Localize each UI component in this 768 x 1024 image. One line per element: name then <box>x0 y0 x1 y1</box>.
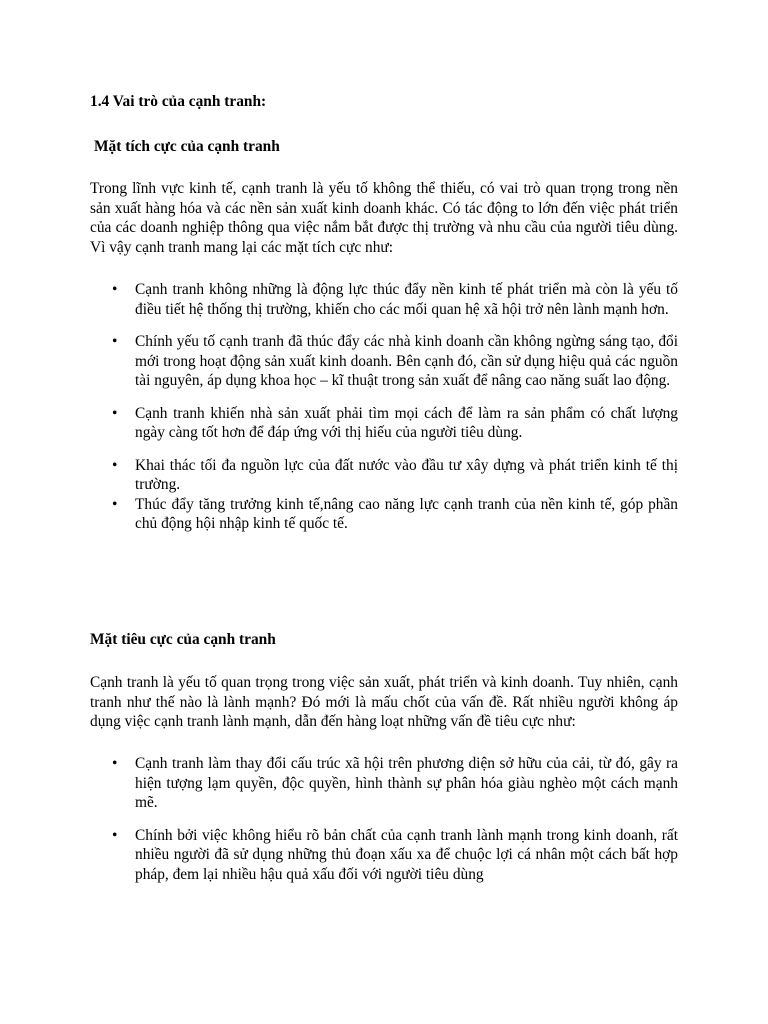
positive-heading: Mặt tích cực của cạnh tranh <box>94 138 280 155</box>
negative-bullet-list <box>90 754 678 884</box>
list-item-text: Cạnh tranh làm thay đổi cấu trúc xã hội trên phương diện sở hữu của cải, từ đó, gây ra hiện tượng lạm quyền, độc quyền, hình thành sự phân hóa giàu nghèo một cách mạnh mẽ. <box>135 755 678 811</box>
positive-bullet-list <box>90 280 678 534</box>
list-item <box>90 404 678 443</box>
list-item <box>90 826 678 885</box>
list-item <box>90 456 678 495</box>
list-item <box>90 495 678 534</box>
list-item-text: Chính yếu tố cạnh tranh đã thúc đẩy các nhà kinh doanh cần không ngừng sáng tạo, đổi mới trong hoạt động sản xuất kinh doanh. Bên cạnh đó, cần sử dụng hiệu quả các nguồn tài nguyên, áp dụng khoa học – kĩ thuật trong sản xuất để nâng cao năng suất lao động. <box>135 333 678 389</box>
negative-intro-paragraph: Cạnh tranh là yếu tố quan trọng trong việc sản xuất, phát triển và kinh doanh. Tuy nhiên, cạnh tranh như thế nào là lành mạnh? Đó mới là mấu chốt của vấn đề. Rất nhiều người không áp dụng việc cạnh tranh lành mạnh, dẫn đến hàng loạt những vấn đề tiêu cực như: <box>90 674 678 730</box>
bullet-icon: • <box>112 404 118 422</box>
bullet-icon: • <box>112 755 118 772</box>
list-item-text: Cạnh tranh khiến nhà sản xuất phải tìm mọi cách để làm ra sản phẩm có chất lượng ngày càng tốt hơn để đáp ứng với thị hiếu của người tiêu dùng. <box>135 404 678 441</box>
list-item <box>90 332 678 391</box>
list-item-text: Thúc đẩy tăng trưởng kinh tế,nâng cao năng lực cạnh tranh của nền kinh tế, góp phần chủ động hội nhập kinh tế quốc tế. <box>135 495 678 532</box>
list-item-text: Khai thác tối đa nguồn lực của đất nước vào đầu tư xây dựng và phát triển kinh tế thị trường. <box>135 456 678 493</box>
negative-heading: Mặt tiêu cực của cạnh tranh <box>90 631 276 648</box>
positive-intro-paragraph: Trong lĩnh vực kinh tế, cạnh tranh là yếu tố không thể thiếu, có vai trò quan trọng trong nền sản xuất hàng hóa và các nền sản xuất kinh doanh khác. Có tác động to lớn đến việc phát triển của các doanh nghiệp thông qua việc nắm bắt được thị trường và nhu cầu của người tiêu dùng. Vì vậy cạnh tranh mang lại các mặt tích cực như: <box>90 180 678 256</box>
bullet-icon: • <box>112 333 118 350</box>
list-item-text: Chính bởi việc không hiểu rõ bản chất của cạnh tranh lành mạnh trong kinh doanh, rất nhiều người đã sử dụng những thủ đoạn xấu xa để chuộc lợi cá nhân một cách bất hợp pháp, đem lại nhiều hậu quả xấu đối với người tiêu dùng <box>135 826 678 883</box>
section-title: 1.4 Vai trò của cạnh tranh: <box>90 93 267 110</box>
bullet-icon: • <box>112 495 118 513</box>
list-item-text: Cạnh tranh không những là động lực thúc đẩy nền kinh tế phát triển mà còn là yếu tố điều tiết hệ thống thị trường, khiến cho các mối quan hệ xã hội trở nên lành mạnh hơn. <box>135 281 678 318</box>
list-item <box>90 280 678 319</box>
bullet-icon: • <box>112 281 118 298</box>
bullet-icon: • <box>112 826 118 844</box>
list-item <box>90 754 678 813</box>
bullet-icon: • <box>112 456 118 474</box>
